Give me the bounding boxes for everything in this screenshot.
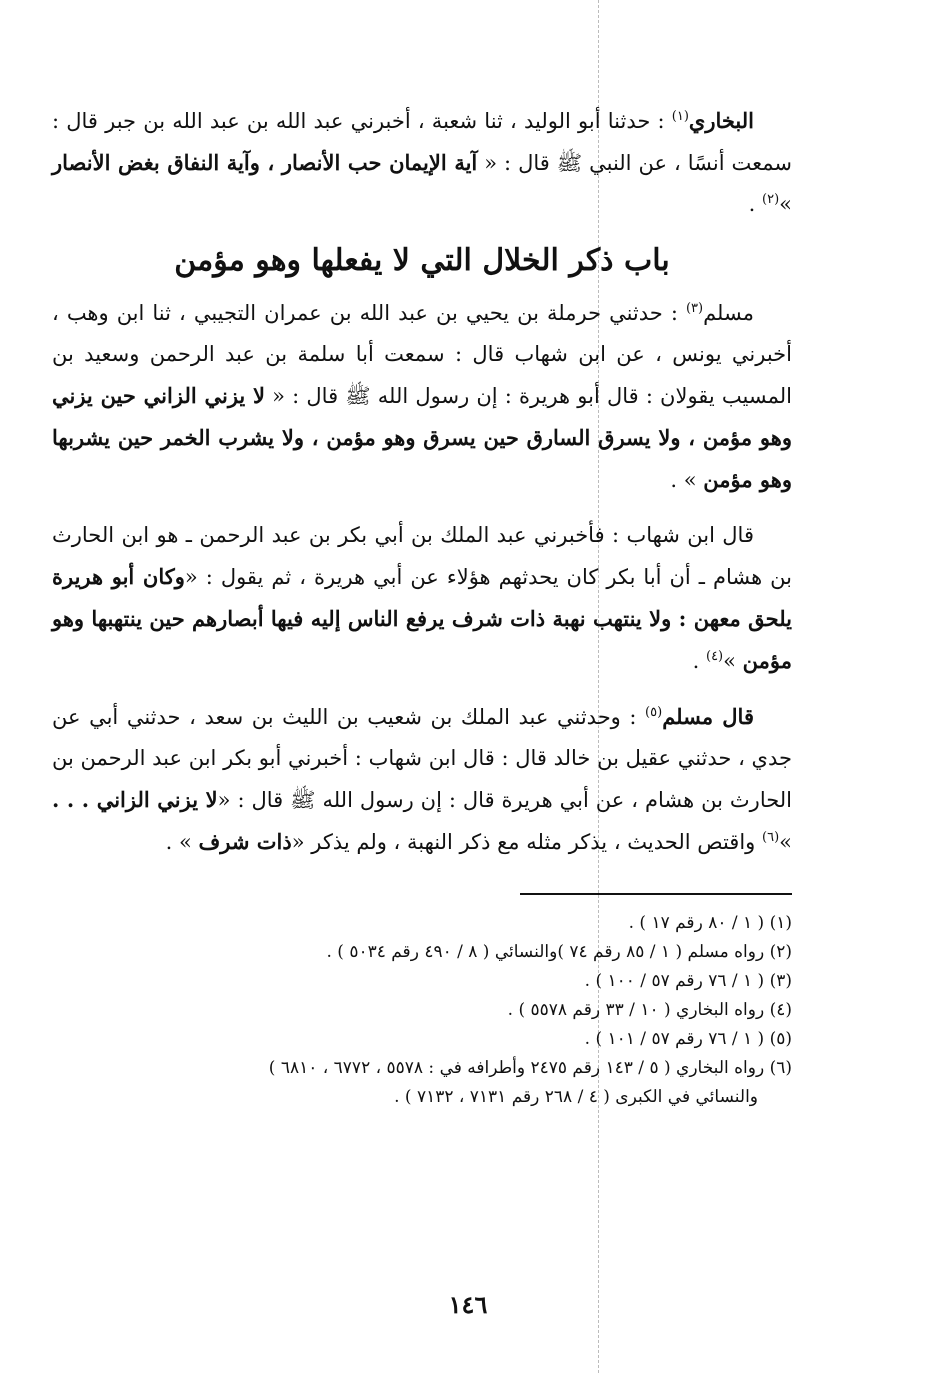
hadith-text: ذات شرف: [198, 829, 292, 854]
footnote-6: (٦) رواه البخاري ( ٥ / ١٤٣ رقم ٢٤٧٥ وأطرافه في : ٥٥٧٨ ، ٦٧٧٢ ، ٦٨١٠ ): [268, 1058, 792, 1078]
isnad-text: : حدثنا أبو الوليد ، ثنا شعبة ، أخبرني عبد الله بن عبد الله بن جبر قال : سمعت أنسًا ، عن النبي ﷺ قال : «: [52, 109, 792, 175]
closing-quote: »: [779, 192, 792, 216]
footnote-6-continuation: [52, 1083, 792, 1112]
end-punctuation: .: [692, 649, 706, 673]
page-body: [52, 100, 792, 1112]
footnote-ref: (٥): [645, 705, 663, 720]
footnote-separator: [520, 893, 792, 895]
hadith-text: لا يزني الزاني حين يزني وهو مؤمن ، ولا يسرق السارق حين يسرق وهو مؤمن ، ولا يشرب الخمر حين يشربها وهو مؤمن: [52, 383, 792, 492]
footnote-ref: (٣): [685, 301, 704, 316]
footnote-5: (٥) ( ١ / ٧٦ رقم ٥٧ / ١٠١ ) .: [584, 1029, 792, 1049]
paragraph-ibn-shihab: [52, 515, 792, 682]
hadith-text: آية الإيمان حب الأنصار ، وآية النفاق بغض الأنصار: [52, 150, 478, 175]
footnote-1: (١) ( ١ / ٨٠ رقم ١٧ ) .: [628, 913, 792, 933]
footnotes: [52, 909, 792, 1112]
paragraph-muslim: [52, 293, 792, 501]
end-punctuation: .: [748, 192, 762, 216]
closing-quote: » .: [165, 830, 199, 854]
paragraph-bukhari: [52, 100, 792, 225]
hadith-text: لا يزني الزاني . . .: [52, 787, 218, 812]
closing-quote: »: [779, 830, 792, 854]
chapter-title: باب ذكر الخلال التي لا يفعلها وهو مؤمن: [174, 243, 670, 278]
narrator-name: البخاري: [688, 108, 754, 133]
footnote-ref: (١): [671, 109, 689, 124]
footnote-ref: (٦): [762, 830, 780, 845]
footnote-6-cont-text: والنسائي في الكبرى ( ٤ / ٢٦٨ رقم ٧١٣١ ، ٧١٣٢ ) .: [394, 1087, 758, 1107]
closing-quote: » .: [670, 468, 704, 492]
hadith-text: وكان أبو هريرة يلحق معهن : ولا ينتهب نهبة ذات شرف يرفع الناس إليه فيها أبصارهم حين ينتهبها وهو مؤمن: [52, 564, 792, 673]
footnote-4: (٤) رواه البخاري ( ١٠ / ٣٣ رقم ٥٥٧٨ ) .: [507, 1000, 792, 1020]
commentary-text: واقتص الحديث ، يذكر مثله مع ذكر النهبة ، ولم يذكر «: [291, 830, 762, 854]
paragraph-qala-muslim: [52, 696, 792, 863]
page-number: ١٤٦: [448, 1290, 488, 1319]
isnad-text: : وحدثني عبد الملك بن شعيب بن الليث بن سعد ، حدثني أبي عن جدي ، حدثني عقيل بن خالد قال : قال ابن شهاب : أخبرني أبو بكر ابن عبد الرحمن بن الحارث بن هشام ، عن أبي هريرة قال : إن رسول الله ﷺ قال : «: [52, 705, 793, 812]
footnote-ref: (٢): [762, 192, 780, 207]
narrator-name: مسلم: [703, 301, 754, 325]
closing-quote: »: [723, 649, 743, 673]
footnote-3: (٣) ( ١ / ٧٦ رقم ٥٧ / ١٠٠ ) .: [584, 971, 792, 991]
isnad-text: قال ابن شهاب : فأخبرني عبد الملك بن أبي بكر بن عبد الرحمن ـ هو ابن الحارث بن هشام ـ أن أبا بكر كان يحدثهم هؤلاء عن أبي هريرة ، ثم يقول : «: [52, 523, 792, 589]
narrator-name: قال مسلم: [662, 704, 754, 729]
footnote-2: (٢) رواه مسلم ( ١ / ٨٥ رقم ٧٤ )والنسائي ( ٨ / ٤٩٠ رقم ٥٠٣٤ ) .: [326, 942, 792, 962]
footnote-ref: (٤): [705, 649, 724, 664]
isnad-text: : حدثني حرملة بن يحيي بن عبد الله بن عمران التجيبي ، ثنا ابن وهب ، أخبرني يونس ، عن ابن شهاب قال : سمعت أبا سلمة بن عبد الرحمن وسعيد بن المسيب يقولان : قال أبو هريرة : إن رسول الله ﷺ قال : «: [52, 301, 792, 408]
